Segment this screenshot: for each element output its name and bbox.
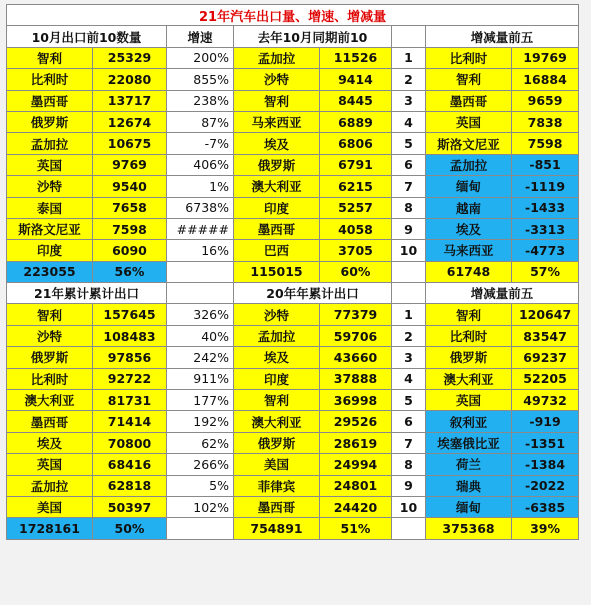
table-cell[interactable]: 4: [392, 111, 426, 132]
table-cell[interactable]: 108483: [93, 325, 167, 346]
total-cell[interactable]: 61748: [426, 261, 512, 282]
table-cell[interactable]: 7598: [512, 133, 579, 154]
table-cell[interactable]: 6889: [320, 111, 392, 132]
table-row: [7, 218, 579, 239]
table-cell[interactable]: -7%: [167, 133, 234, 154]
table-cell[interactable]: 10675: [93, 133, 167, 154]
table-cell[interactable]: 印度: [234, 368, 320, 389]
total-cell[interactable]: 50%: [93, 518, 167, 539]
table-cell[interactable]: 4058: [320, 218, 392, 239]
header-cell[interactable]: 20年年累计出口: [234, 283, 392, 304]
table-cell[interactable]: 52205: [512, 368, 579, 389]
table-row: [7, 47, 579, 68]
table-cell[interactable]: 120647: [512, 304, 579, 325]
table-cell[interactable]: 102%: [167, 496, 234, 517]
table-cell[interactable]: 200%: [167, 47, 234, 68]
total-cell[interactable]: [167, 261, 234, 282]
table-cell[interactable]: 36998: [320, 390, 392, 411]
table-cell[interactable]: 1%: [167, 176, 234, 197]
table-cell[interactable]: 12674: [93, 111, 167, 132]
table-cell[interactable]: 俄罗斯: [234, 154, 320, 175]
table-cell[interactable]: 沙特: [7, 176, 93, 197]
table-cell[interactable]: 855%: [167, 69, 234, 90]
table-cell[interactable]: 沙特: [7, 325, 93, 346]
table-cell[interactable]: 墨西哥: [234, 218, 320, 239]
table-cell[interactable]: 澳大利亚: [234, 411, 320, 432]
total-cell[interactable]: 115015: [234, 261, 320, 282]
table-cell[interactable]: -1384: [512, 454, 579, 475]
table-cell[interactable]: 177%: [167, 390, 234, 411]
table-cell[interactable]: 越南: [426, 197, 512, 218]
total-cell[interactable]: 223055: [7, 261, 93, 282]
table-cell[interactable]: 美国: [7, 496, 93, 517]
table-cell[interactable]: 1: [392, 304, 426, 325]
table-row: [7, 197, 579, 218]
total-cell[interactable]: [392, 261, 426, 282]
table-cell[interactable]: 5257: [320, 197, 392, 218]
table-cell[interactable]: 斯洛文尼亚: [7, 218, 93, 239]
table-cell[interactable]: 墨西哥: [426, 90, 512, 111]
table-cell[interactable]: -2022: [512, 475, 579, 496]
table-row: [7, 133, 579, 154]
table-cell[interactable]: 50397: [93, 496, 167, 517]
table-cell[interactable]: 29526: [320, 411, 392, 432]
table-row: [7, 368, 579, 389]
table-cell[interactable]: 墨西哥: [7, 411, 93, 432]
total-cell[interactable]: 375368: [426, 518, 512, 539]
table-cell[interactable]: -3313: [512, 218, 579, 239]
table-cell[interactable]: 266%: [167, 454, 234, 475]
table-cell[interactable]: 孟加拉: [7, 475, 93, 496]
table-cell[interactable]: 25329: [93, 47, 167, 68]
table-cell[interactable]: 6: [392, 411, 426, 432]
table-cell[interactable]: 俄罗斯: [7, 347, 93, 368]
table-cell[interactable]: 7: [392, 432, 426, 453]
table-cell[interactable]: 77379: [320, 304, 392, 325]
table-cell[interactable]: 埃塞俄比亚: [426, 432, 512, 453]
table-cell[interactable]: 37888: [320, 368, 392, 389]
table-cell[interactable]: 7658: [93, 197, 167, 218]
export-table: [6, 4, 579, 540]
header-cell[interactable]: 去年10月同期前10: [234, 26, 392, 47]
table-cell[interactable]: 马来西亚: [234, 111, 320, 132]
table-cell[interactable]: 11526: [320, 47, 392, 68]
table-cell[interactable]: 9: [392, 218, 426, 239]
table-cell[interactable]: 智利: [7, 47, 93, 68]
header-row: [7, 26, 579, 47]
table-row: [7, 347, 579, 368]
table-cell[interactable]: -1351: [512, 432, 579, 453]
total-cell[interactable]: 57%: [512, 261, 579, 282]
table-row: [7, 176, 579, 197]
table-cell[interactable]: 沙特: [234, 69, 320, 90]
table-cell[interactable]: 英国: [426, 390, 512, 411]
total-cell[interactable]: 39%: [512, 518, 579, 539]
table-cell[interactable]: 巴西: [234, 240, 320, 261]
table-cell[interactable]: 28619: [320, 432, 392, 453]
table-cell[interactable]: 83547: [512, 325, 579, 346]
table-cell[interactable]: 比利时: [7, 69, 93, 90]
total-cell[interactable]: 754891: [234, 518, 320, 539]
table-cell[interactable]: 87%: [167, 111, 234, 132]
table-cell[interactable]: 9769: [93, 154, 167, 175]
table-cell[interactable]: -919: [512, 411, 579, 432]
table-cell[interactable]: 印度: [234, 197, 320, 218]
table-cell[interactable]: 马来西亚: [426, 240, 512, 261]
table-cell[interactable]: 24994: [320, 454, 392, 475]
table-cell[interactable]: 5%: [167, 475, 234, 496]
table-cell[interactable]: 59706: [320, 325, 392, 346]
table-cell[interactable]: 2: [392, 69, 426, 90]
table-cell[interactable]: 智利: [7, 304, 93, 325]
table-cell[interactable]: 英国: [7, 154, 93, 175]
table-cell[interactable]: 92722: [93, 368, 167, 389]
table-cell[interactable]: 192%: [167, 411, 234, 432]
table-row: [7, 454, 579, 475]
table-cell[interactable]: 157645: [93, 304, 167, 325]
table-cell[interactable]: 3: [392, 90, 426, 111]
header-cell[interactable]: 增减量前五: [426, 283, 579, 304]
table-cell[interactable]: 16884: [512, 69, 579, 90]
table-cell[interactable]: 澳大利亚: [234, 176, 320, 197]
table-cell[interactable]: 缅甸: [426, 176, 512, 197]
table-cell[interactable]: 智利: [426, 304, 512, 325]
table-cell[interactable]: 9414: [320, 69, 392, 90]
table-cell[interactable]: 印度: [7, 240, 93, 261]
table-cell[interactable]: 比利时: [426, 47, 512, 68]
total-cell[interactable]: [167, 518, 234, 539]
table-cell[interactable]: 智利: [234, 90, 320, 111]
table-cell[interactable]: 13717: [93, 90, 167, 111]
table-cell[interactable]: 19769: [512, 47, 579, 68]
total-cell[interactable]: 51%: [320, 518, 392, 539]
table-cell[interactable]: 5: [392, 390, 426, 411]
header-cell[interactable]: 21年累计累计出口: [7, 283, 167, 304]
table-cell[interactable]: 406%: [167, 154, 234, 175]
table-cell[interactable]: -1433: [512, 197, 579, 218]
table-cell[interactable]: 7838: [512, 111, 579, 132]
table-cell[interactable]: 1: [392, 47, 426, 68]
table-cell[interactable]: 4: [392, 368, 426, 389]
table-cell[interactable]: 孟加拉: [234, 47, 320, 68]
header-cell[interactable]: 10月出口前10数量: [7, 26, 167, 47]
table-cell[interactable]: 俄罗斯: [426, 347, 512, 368]
table-row: [7, 390, 579, 411]
table-cell[interactable]: -6385: [512, 496, 579, 517]
table-row: [7, 154, 579, 175]
total-cell[interactable]: [392, 518, 426, 539]
table-cell[interactable]: 埃及: [7, 432, 93, 453]
table-cell[interactable]: 9659: [512, 90, 579, 111]
table-row: [7, 111, 579, 132]
table-cell[interactable]: 荷兰: [426, 454, 512, 475]
table-row: [7, 475, 579, 496]
table-cell[interactable]: 10: [392, 496, 426, 517]
table-cell[interactable]: 6215: [320, 176, 392, 197]
table-row: [7, 304, 579, 325]
table-cell[interactable]: 16%: [167, 240, 234, 261]
table-cell[interactable]: 叙利亚: [426, 411, 512, 432]
table-cell[interactable]: 22080: [93, 69, 167, 90]
table-cell[interactable]: 俄罗斯: [234, 432, 320, 453]
table-cell[interactable]: -4773: [512, 240, 579, 261]
table-cell[interactable]: 比利时: [7, 368, 93, 389]
table-cell[interactable]: 326%: [167, 304, 234, 325]
table-cell[interactable]: 68416: [93, 454, 167, 475]
table-row: [7, 240, 579, 261]
table-cell[interactable]: 孟加拉: [234, 325, 320, 346]
table-cell[interactable]: 7598: [93, 218, 167, 239]
header-row: [7, 283, 579, 304]
table-cell[interactable]: 8: [392, 454, 426, 475]
table-cell[interactable]: 2: [392, 325, 426, 346]
table-cell[interactable]: 澳大利亚: [7, 390, 93, 411]
table-cell[interactable]: 62818: [93, 475, 167, 496]
table-cell[interactable]: 墨西哥: [7, 90, 93, 111]
table-cell[interactable]: 孟加拉: [7, 133, 93, 154]
table-cell[interactable]: 美国: [234, 454, 320, 475]
table-cell[interactable]: 3: [392, 347, 426, 368]
table-cell[interactable]: 9: [392, 475, 426, 496]
table-cell[interactable]: 孟加拉: [426, 154, 512, 175]
table-cell[interactable]: 71414: [93, 411, 167, 432]
table-title: 21年汽车出口量、增速、增减量: [7, 5, 579, 26]
table-cell[interactable]: 英国: [426, 111, 512, 132]
table-cell[interactable]: 英国: [7, 454, 93, 475]
table-cell[interactable]: 斯洛文尼亚: [426, 133, 512, 154]
table-cell[interactable]: 埃及: [234, 133, 320, 154]
header-cell[interactable]: [392, 26, 426, 47]
table-cell[interactable]: 智利: [234, 390, 320, 411]
table-cell[interactable]: 墨西哥: [234, 496, 320, 517]
table-cell[interactable]: 埃及: [426, 218, 512, 239]
table-cell[interactable]: 瑞典: [426, 475, 512, 496]
table-cell[interactable]: 泰国: [7, 197, 93, 218]
table-cell[interactable]: 40%: [167, 325, 234, 346]
table-row: [7, 411, 579, 432]
table-cell[interactable]: 6738%: [167, 197, 234, 218]
table-cell[interactable]: 43660: [320, 347, 392, 368]
table-cell[interactable]: 70800: [93, 432, 167, 453]
table-cell[interactable]: 5: [392, 133, 426, 154]
table-cell[interactable]: 3705: [320, 240, 392, 261]
total-cell[interactable]: 1728161: [7, 518, 93, 539]
table-row: [7, 496, 579, 517]
table-cell[interactable]: 缅甸: [426, 496, 512, 517]
table-cell[interactable]: 6: [392, 154, 426, 175]
table-cell[interactable]: -1119: [512, 176, 579, 197]
table-cell[interactable]: 911%: [167, 368, 234, 389]
table-cell[interactable]: 俄罗斯: [7, 111, 93, 132]
table-cell[interactable]: 10: [392, 240, 426, 261]
table-row: [7, 325, 579, 346]
table-cell[interactable]: 8: [392, 197, 426, 218]
table-cell[interactable]: 6806: [320, 133, 392, 154]
table-cell[interactable]: 智利: [426, 69, 512, 90]
table-cell[interactable]: 比利时: [426, 325, 512, 346]
header-cell[interactable]: [167, 283, 234, 304]
table-cell[interactable]: 澳大利亚: [426, 368, 512, 389]
table-cell[interactable]: 238%: [167, 90, 234, 111]
table-cell[interactable]: 69237: [512, 347, 579, 368]
table-cell[interactable]: 62%: [167, 432, 234, 453]
table-cell[interactable]: 81731: [93, 390, 167, 411]
table-cell[interactable]: 24420: [320, 496, 392, 517]
table-row: [7, 69, 579, 90]
table-cell[interactable]: -851: [512, 154, 579, 175]
table-cell[interactable]: 49732: [512, 390, 579, 411]
total-cell[interactable]: 60%: [320, 261, 392, 282]
table-row: [7, 432, 579, 453]
table-cell[interactable]: 沙特: [234, 304, 320, 325]
table-cell[interactable]: 9540: [93, 176, 167, 197]
table-cell[interactable]: 242%: [167, 347, 234, 368]
total-row: [7, 261, 579, 282]
table-cell[interactable]: 97856: [93, 347, 167, 368]
table-row: [7, 90, 579, 111]
table-cell[interactable]: 菲律宾: [234, 475, 320, 496]
table-cell[interactable]: 埃及: [234, 347, 320, 368]
header-cell[interactable]: 增减量前五: [426, 26, 579, 47]
table-cell[interactable]: 24801: [320, 475, 392, 496]
table-cell[interactable]: 8445: [320, 90, 392, 111]
table-cell[interactable]: 6791: [320, 154, 392, 175]
table-cell[interactable]: #####: [167, 218, 234, 239]
header-cell[interactable]: 增速: [167, 26, 234, 47]
total-cell[interactable]: 56%: [93, 261, 167, 282]
table-cell[interactable]: 7: [392, 176, 426, 197]
header-cell[interactable]: [392, 283, 426, 304]
total-row: [7, 518, 579, 539]
table-cell[interactable]: 6090: [93, 240, 167, 261]
